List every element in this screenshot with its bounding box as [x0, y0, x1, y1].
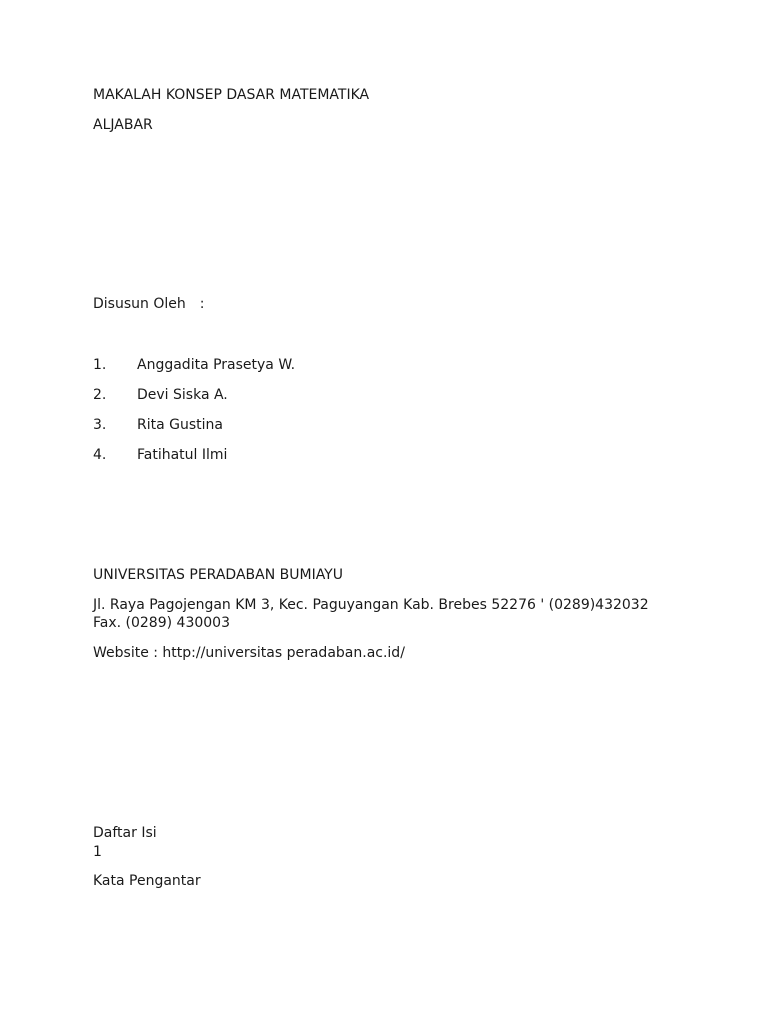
author-name: Devi Siska A.: [137, 387, 228, 403]
foreword-heading: Kata Pengantar: [93, 873, 201, 889]
university-name: UNIVERSITAS PERADABAN BUMIAYU: [93, 567, 343, 583]
author-item: [93, 386, 295, 416]
author-name: Anggadita Prasetya W.: [137, 357, 296, 373]
document-title: MAKALAH KONSEP DASAR MATEMATIKA: [93, 87, 370, 103]
author-number: 2.: [93, 387, 107, 403]
website-line: Website : http://universitas peradaban.ac.id/: [93, 645, 405, 661]
author-number: 1.: [93, 357, 107, 373]
compiled-by-label: [93, 295, 204, 313]
author-list: [93, 356, 295, 476]
compiled-by-colon: :: [199, 296, 205, 312]
author-item: [93, 446, 295, 476]
compiled-by-text: Disusun Oleh: [93, 296, 186, 312]
author-number: 4.: [93, 447, 107, 463]
fax-line: Fax. (0289) 430003: [93, 615, 230, 631]
author-number: 3.: [93, 417, 107, 433]
toc-heading: Daftar Isi: [93, 825, 157, 841]
address-line: Jl. Raya Pagojengan KM 3, Kec. Paguyangan Kab. Brebes 52276 ' (0289)432032: [93, 597, 649, 613]
author-item: [93, 356, 295, 386]
document-subtitle: ALJABAR: [93, 117, 153, 133]
toc-page-number: 1: [93, 844, 102, 860]
university-address: [93, 596, 693, 632]
author-name: Rita Gustina: [137, 417, 223, 433]
author-item: [93, 416, 295, 446]
author-name: Fatihatul Ilmi: [137, 447, 228, 463]
